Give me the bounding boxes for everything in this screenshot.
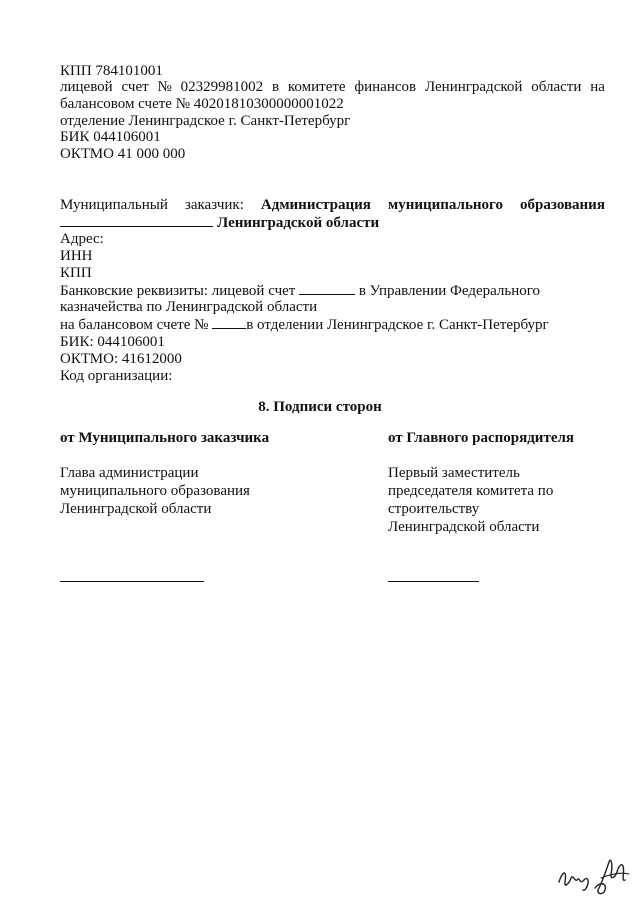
balance-line [60, 315, 549, 334]
section-heading: 8. Подписи сторон [258, 399, 382, 415]
customer-label-word: заказчик: [184, 197, 244, 213]
account-word: области [531, 79, 582, 95]
bik-line: БИК 044106001 [60, 129, 161, 145]
oktmo-line: ОКТМО 41 000 000 [60, 146, 186, 162]
position-line: муниципального образования [60, 483, 250, 499]
account-word: 02329981002 [180, 79, 264, 95]
kpp-line: КПП 784101001 [60, 63, 163, 79]
customer-line-1 [60, 196, 605, 214]
branch-line: отделение Ленинградское г. Санкт-Петербург [60, 113, 351, 129]
customer-name-word: муниципального [387, 197, 503, 213]
customer-label-word: Муниципальный [60, 197, 168, 213]
customer-bik: БИК: 044106001 [60, 334, 165, 350]
account-word: финансов [354, 79, 417, 95]
left-party-title: от Муниципального заказчика [60, 430, 270, 446]
position-line: Ленинградской области [388, 519, 540, 535]
right-signature-line [388, 581, 479, 582]
account-word: на [590, 79, 605, 95]
bank-prefix: Банковские реквизиты: лицевой счет [60, 283, 296, 299]
position-line: Ленинградской области [60, 501, 212, 517]
account-word: в [271, 79, 280, 95]
account-word: счет [121, 79, 149, 95]
position-line: строительству [388, 501, 480, 517]
position-line: Глава администрации [60, 465, 199, 481]
right-position [388, 464, 553, 536]
balance-suffix: в отделении Ленинградское г. Санкт-Петербург [246, 317, 549, 333]
customer-line-2 [60, 213, 379, 232]
position-line: председателя комитета по [388, 483, 554, 499]
customer-oktmo: ОКТМО: 41612000 [60, 351, 182, 367]
address-label: Адрес: [60, 231, 104, 247]
account-word: комитете [287, 79, 346, 95]
account-line-1 [60, 78, 605, 96]
account-word: Ленинградской [424, 79, 523, 95]
bank-suffix: в Управлении Федерального [358, 283, 541, 299]
treasury-line: казначейства по Ленинградской области [60, 299, 318, 315]
account-word: лицевой [60, 79, 113, 95]
customer-name-word: Администрация [260, 197, 371, 213]
inn-label: ИНН [60, 248, 93, 264]
blank-line [60, 213, 213, 227]
account-word: № [157, 79, 172, 95]
right-party-title: от Главного распорядителя [388, 430, 575, 446]
kpp-label: КПП [60, 265, 92, 281]
left-position [60, 464, 250, 518]
balance-prefix: на балансовом счете № [60, 317, 209, 333]
left-signature-line [60, 581, 204, 582]
org-code-label: Код организации: [60, 368, 173, 384]
position-line: Первый заместитель [388, 465, 520, 481]
account-line-2: балансовом счете № 40201810300000001022 [60, 96, 344, 112]
customer-name-line2: Ленинградской области [217, 215, 380, 231]
handwritten-initials-signature [555, 848, 635, 900]
blank-line [299, 281, 355, 295]
customer-name-word: образования [520, 197, 605, 213]
blank-line [212, 315, 246, 329]
